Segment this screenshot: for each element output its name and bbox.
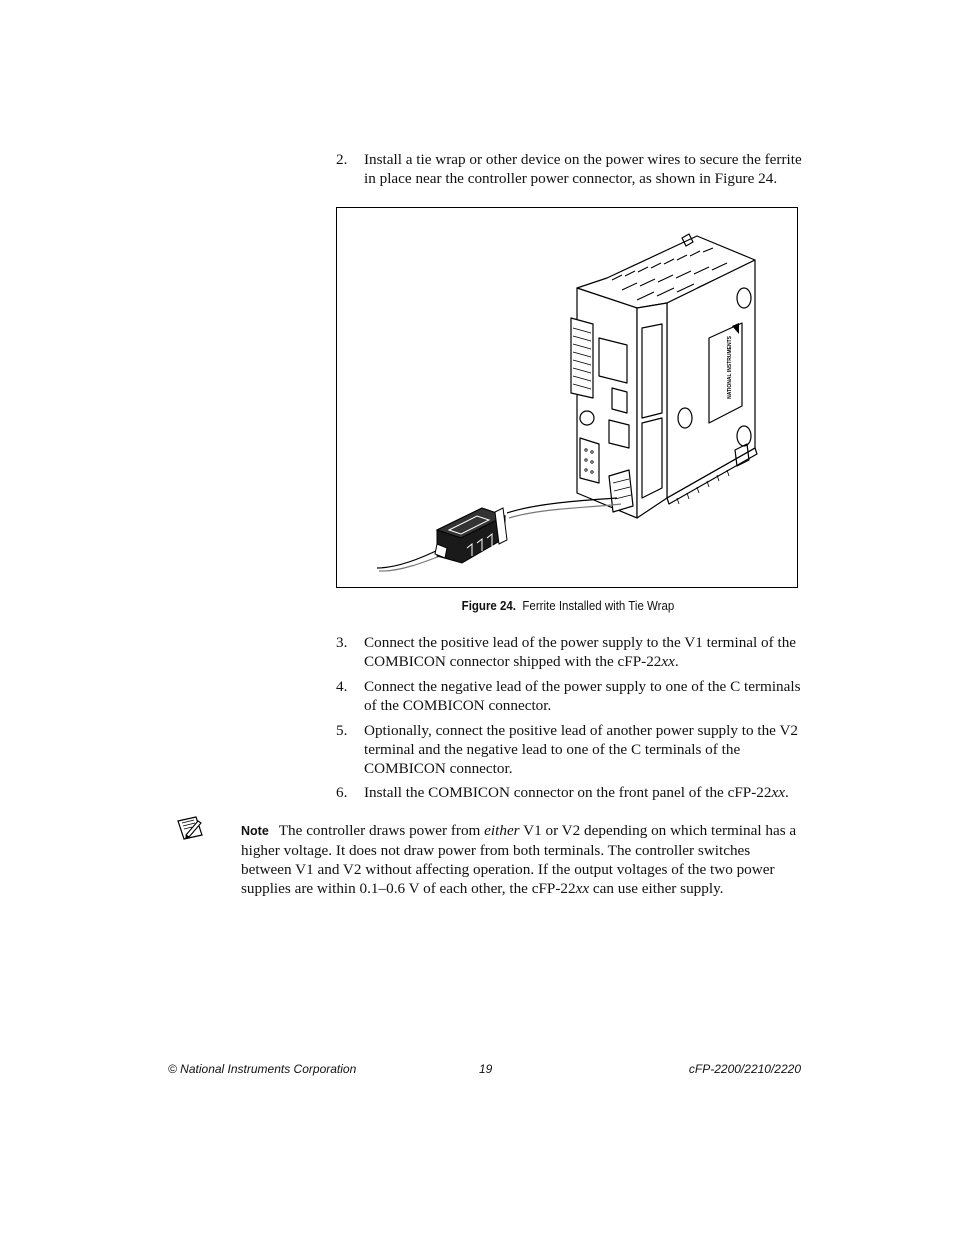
step-2 — [336, 150, 806, 188]
controller-illustration — [337, 208, 798, 588]
step-text: Install the COMBICON connector on the front panel of the cFP-22xx. — [364, 784, 789, 801]
footer-page-number: 19 — [479, 1062, 493, 1076]
figure-title: Ferrite Installed with Tie Wrap — [522, 599, 675, 613]
step-text: Connect the negative lead of the power supply to one of the C terminals of the COMBICON connector. — [364, 678, 801, 714]
step-text: Connect the positive lead of the power supply to the V1 terminal of the COMBICON connector shipped with the cFP-22xx. — [364, 634, 797, 670]
figure-24 — [336, 207, 798, 588]
step-text: Optionally, connect the positive lead of another power supply to the V2 terminal and the negative lead to one of the C terminals of the COMBICON connector. — [364, 722, 799, 777]
footer-product: cFP-2200/2210/2220 — [688, 1062, 801, 1076]
logo-text: NATIONAL INSTRUMENTS — [727, 336, 733, 399]
note-label: Note — [241, 824, 269, 838]
figure-caption — [355, 599, 782, 613]
note-pencil-icon — [174, 815, 206, 841]
step-3 — [336, 633, 806, 671]
step-number: 4. — [336, 678, 348, 695]
step-5 — [336, 721, 806, 778]
figure-label: Figure 24. — [461, 599, 517, 613]
step-number: 3. — [336, 634, 348, 651]
footer-copyright: © National Instruments Corporation — [168, 1062, 357, 1076]
step-number: 5. — [336, 722, 348, 739]
step-6 — [336, 783, 806, 802]
note-paragraph: Note The controller draws power from either V1 or V2 depending on which terminal has a higher voltage. It does not draw power from both terminals. The controller switches between V1 and V2 without affecting operation. If the output voltages of the two power supplies are within 0.1–0.6 V of each other, the cFP-22xx can use either supply. — [241, 822, 797, 897]
step-text: Install a tie wrap or other device on the power wires to secure the ferrite in place near the controller power connector, as shown in Figure 24. — [364, 151, 802, 187]
ferrite-core — [435, 508, 507, 563]
step-4 — [336, 677, 806, 715]
step-number: 2. — [336, 151, 348, 168]
step-number: 6. — [336, 784, 348, 801]
